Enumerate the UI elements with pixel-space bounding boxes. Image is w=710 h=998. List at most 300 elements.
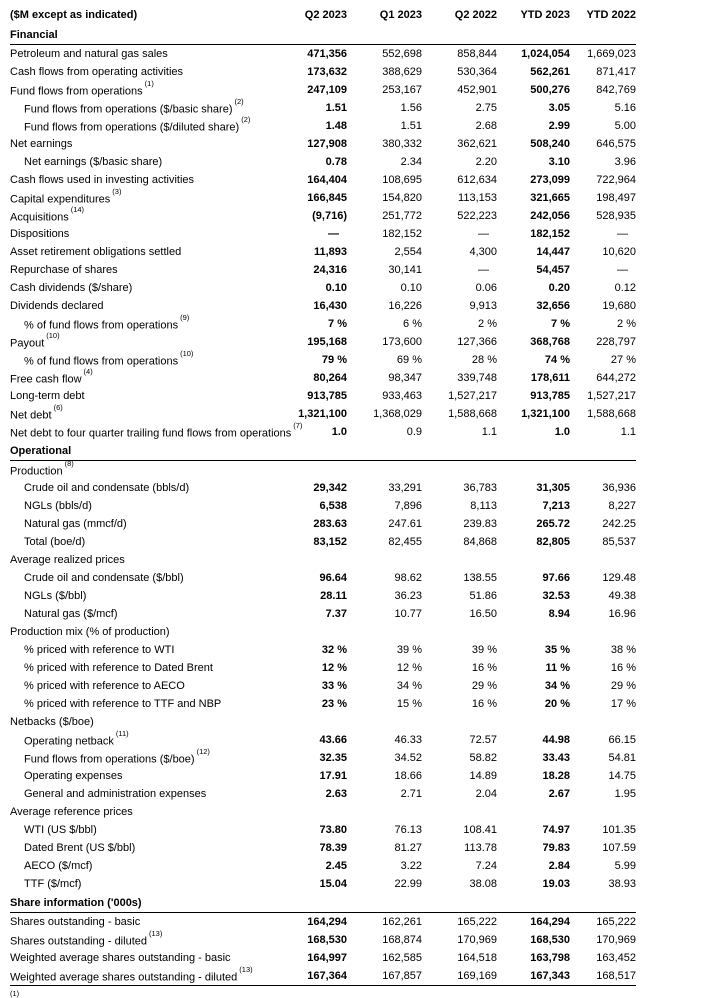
row-label: Net earnings ($/basic share) <box>24 156 163 168</box>
row-label: Natural gas ($/mcf) <box>24 608 118 620</box>
table-row <box>10 767 636 785</box>
footnote-marker: (14) <box>70 205 85 215</box>
table-row <box>10 731 636 749</box>
value-cell: 168,517 <box>596 970 636 982</box>
value-cell: 283.63 <box>313 518 347 530</box>
value-cell: 28.11 <box>320 590 347 602</box>
value-cell: 242.25 <box>602 518 636 530</box>
row-label: Production mix (% of production) <box>10 626 170 638</box>
value-cell: — <box>617 228 628 240</box>
value-cell: 7.24 <box>475 860 497 872</box>
row-label: Total (boe/d) <box>24 536 86 548</box>
row-label: Netbacks ($/boe) <box>10 716 94 728</box>
value-cell: 113.78 <box>464 842 497 854</box>
value-cell: 273,099 <box>530 174 570 186</box>
value-cell: 32 % <box>321 644 347 656</box>
table-row <box>10 369 636 387</box>
value-cell: 1,321,100 <box>521 408 570 420</box>
value-cell: 1.1 <box>620 426 636 438</box>
column-header: YTD 2023 <box>520 9 570 21</box>
value-cell: 4,300 <box>469 246 497 258</box>
value-cell: 127,366 <box>457 336 497 348</box>
row-label: Dispositions <box>10 228 70 240</box>
value-cell: 0.10 <box>325 282 347 294</box>
value-cell: 167,364 <box>307 970 347 982</box>
row-label: Net debt to four quarter trailing fund flows from operations$^{(7)}$ <box>10 421 303 440</box>
value-cell: 164,294 <box>530 916 570 928</box>
value-cell <box>497 803 570 821</box>
table-row <box>10 875 636 893</box>
table-row <box>10 839 636 857</box>
value-cell: 1.0 <box>554 426 570 438</box>
value-cell: 108.41 <box>463 824 497 836</box>
clipped-footnote-marker: (1) <box>10 989 20 998</box>
value-cell: 19.03 <box>542 878 570 890</box>
value-cell: 74 % <box>544 354 570 366</box>
value-cell: 552,698 <box>382 48 422 60</box>
row-label: Acquisitions$^{(14)}$ <box>10 205 85 224</box>
value-cell: 16.96 <box>608 608 636 620</box>
value-cell: 17 % <box>610 698 636 710</box>
footnote-marker: (1) <box>144 79 154 89</box>
value-cell: 154,820 <box>382 192 422 204</box>
value-cell: 168,530 <box>307 934 347 946</box>
table-row <box>10 99 636 117</box>
value-cell: 0.20 <box>548 282 570 294</box>
column-header: YTD 2022 <box>586 9 636 21</box>
value-cell: 8.94 <box>548 608 570 620</box>
row-label: Average reference prices <box>10 806 133 818</box>
value-cell: 0.10 <box>400 282 422 294</box>
row-label: Crude oil and condensate ($/bbl) <box>24 572 184 584</box>
value-cell: 1,024,054 <box>521 48 570 60</box>
section-header-row <box>10 893 636 913</box>
value-cell: 7 % <box>328 318 347 330</box>
value-cell: 33 % <box>321 680 347 692</box>
value-cell: 11 % <box>545 662 570 674</box>
value-cell: 14.89 <box>469 770 497 782</box>
value-cell: 24,316 <box>313 264 347 276</box>
value-cell: 108,695 <box>382 174 422 186</box>
value-cell: 1.1 <box>481 426 497 438</box>
table-row <box>10 857 636 875</box>
value-cell: 7.37 <box>325 608 347 620</box>
table-row <box>10 405 636 423</box>
value-cell: 1,527,217 <box>448 390 497 402</box>
value-cell: 44.98 <box>542 734 570 746</box>
value-cell: 562,261 <box>530 66 570 78</box>
value-cell: 74.97 <box>542 824 570 836</box>
value-cell <box>347 713 422 731</box>
value-cell: 0.12 <box>614 282 636 294</box>
value-cell: 508,240 <box>530 138 570 150</box>
row-label: WTI (US $/bbl) <box>24 824 97 836</box>
table-row <box>10 479 636 497</box>
value-cell: 2.68 <box>475 120 497 132</box>
value-cell: 36.23 <box>394 590 422 602</box>
value-cell: 162,261 <box>382 916 422 928</box>
value-cell: 2.84 <box>548 860 570 872</box>
value-cell: 164,997 <box>307 952 347 964</box>
value-cell: 35 % <box>544 644 570 656</box>
value-cell: 19,680 <box>602 300 636 312</box>
value-cell: 2.99 <box>548 120 570 132</box>
row-label: Repurchase of shares <box>10 264 118 276</box>
value-cell: 612,634 <box>457 174 497 186</box>
table-row <box>10 587 636 605</box>
row-label: Asset retirement obligations settled <box>10 246 182 258</box>
value-cell: 471,356 <box>307 48 347 60</box>
table-row <box>10 351 636 369</box>
row-label: Dividends declared <box>10 300 104 312</box>
value-cell <box>497 713 570 731</box>
value-cell: 380,332 <box>382 138 422 150</box>
value-cell: 362,621 <box>457 138 497 150</box>
value-cell: 18.28 <box>542 770 570 782</box>
section-title: Share information ('000s) <box>10 893 636 913</box>
subheader-row <box>10 803 636 821</box>
value-cell: 452,901 <box>457 84 497 96</box>
value-cell: 36,783 <box>463 482 497 494</box>
table-row <box>10 677 636 695</box>
footnote-marker: (6) <box>53 403 63 413</box>
value-cell: 500,276 <box>530 84 570 96</box>
value-cell: 1.56 <box>400 102 422 114</box>
value-cell: 3.96 <box>614 156 636 168</box>
value-cell: 98,347 <box>388 372 422 384</box>
row-label: Operating expenses <box>24 770 123 782</box>
row-label: Operating netback$^{(11)}$ <box>24 729 129 748</box>
value-cell: 1.0 <box>331 426 347 438</box>
value-cell <box>347 623 422 641</box>
value-cell: 32.53 <box>542 590 570 602</box>
value-cell: 36,936 <box>602 482 636 494</box>
value-cell: 0.9 <box>406 426 422 438</box>
value-cell: 54.81 <box>608 752 636 764</box>
value-cell: 34 % <box>544 680 570 692</box>
value-cell <box>497 461 570 480</box>
value-cell: 164,294 <box>307 916 347 928</box>
value-cell: 522,223 <box>457 210 497 222</box>
value-cell: 78.39 <box>319 842 347 854</box>
value-cell: 11,893 <box>313 246 347 258</box>
footnote-marker: (13) <box>148 929 163 939</box>
value-cell: 2 % <box>617 318 636 330</box>
value-cell: 31,305 <box>536 482 570 494</box>
row-label: Fund flows from operations ($/basic share)$^{(2)}$ <box>24 97 244 116</box>
row-label: NGLs (bbls/d) <box>24 500 92 512</box>
value-cell: 164,518 <box>457 952 497 964</box>
value-cell: 33,291 <box>388 482 422 494</box>
table-row <box>10 189 636 207</box>
row-label: % priced with reference to AECO <box>24 680 185 692</box>
value-cell: 1.95 <box>614 788 636 800</box>
value-cell: 138.55 <box>463 572 497 584</box>
value-cell: 2 % <box>478 318 497 330</box>
footnote-marker: (7) <box>293 421 303 431</box>
value-cell: 14.75 <box>608 770 636 782</box>
value-cell: 173,600 <box>382 336 422 348</box>
value-cell: 247.61 <box>388 518 422 530</box>
subheader-row <box>10 713 636 731</box>
table-row <box>10 171 636 189</box>
value-cell: 14,447 <box>536 246 570 258</box>
row-label: Weighted average shares outstanding - diluted$^{(13)}$ <box>10 965 253 984</box>
table-body <box>10 25 636 986</box>
value-cell: 27 % <box>610 354 636 366</box>
value-cell: 12 % <box>396 662 422 674</box>
value-cell: 164,404 <box>307 174 347 186</box>
value-cell: 858,844 <box>457 48 497 60</box>
value-cell: 127,908 <box>307 138 347 150</box>
value-cell: 6,538 <box>319 500 347 512</box>
value-cell: 54,457 <box>536 264 570 276</box>
value-cell: 195,168 <box>307 336 347 348</box>
value-cell: 2.67 <box>548 788 570 800</box>
value-cell <box>347 551 422 569</box>
value-cell: 170,969 <box>596 934 636 946</box>
value-cell: 646,575 <box>596 138 636 150</box>
value-cell: 2.71 <box>400 788 422 800</box>
table-row <box>10 931 636 949</box>
footnote-marker: (3) <box>112 187 122 197</box>
value-cell: 1.48 <box>325 120 347 132</box>
value-cell <box>422 713 497 731</box>
table-row <box>10 333 636 351</box>
footnote-marker: (12) <box>196 747 210 757</box>
value-cell: 0.06 <box>475 282 497 294</box>
row-label: Shares outstanding - basic <box>10 916 141 928</box>
value-cell <box>347 803 422 821</box>
value-cell: 167,857 <box>382 970 422 982</box>
value-cell: 1,321,100 <box>298 408 347 420</box>
value-cell: 10.77 <box>394 608 422 620</box>
value-cell: 12 % <box>321 662 347 674</box>
value-cell: 182,152 <box>530 228 570 240</box>
value-cell: 98.62 <box>394 572 422 584</box>
value-cell: 96.64 <box>319 572 347 584</box>
row-label: Cash flows from operating activities <box>10 66 184 78</box>
row-label: Fund flows from operations$^{(1)}$ <box>10 79 154 98</box>
value-cell: 51.86 <box>469 590 497 602</box>
value-cell: 8,227 <box>608 500 636 512</box>
value-cell: 165,222 <box>457 916 497 928</box>
value-cell: 38.08 <box>469 878 497 890</box>
value-cell: 113,153 <box>458 192 497 204</box>
value-cell: 388,629 <box>382 66 422 78</box>
value-cell: 72.57 <box>469 734 497 746</box>
value-cell: 242,056 <box>530 210 570 222</box>
value-cell: 2.04 <box>475 788 497 800</box>
value-cell: 10,620 <box>602 246 636 258</box>
value-cell: 38 % <box>610 644 636 656</box>
value-cell: 2.20 <box>475 156 497 168</box>
row-label: % priced with reference to Dated Brent <box>24 662 213 674</box>
value-cell: 167,343 <box>530 970 570 982</box>
value-cell: 168,530 <box>530 934 570 946</box>
table-row <box>10 605 636 623</box>
value-cell: — <box>328 228 339 240</box>
value-cell: 22.99 <box>394 878 422 890</box>
table-row <box>10 949 636 967</box>
value-cell: 16.50 <box>469 608 497 620</box>
value-cell: 58.82 <box>469 752 497 764</box>
value-cell: 16 % <box>471 698 497 710</box>
value-cell <box>422 551 497 569</box>
value-cell: 129.48 <box>602 572 636 584</box>
table-row <box>10 297 636 315</box>
table-row <box>10 695 636 713</box>
row-label: Net debt$^{(6)}$ <box>10 403 63 422</box>
table-row <box>10 315 636 333</box>
table-row <box>10 207 636 225</box>
value-cell: 83,152 <box>313 536 347 548</box>
value-cell: 32.35 <box>319 752 347 764</box>
table-row <box>10 63 636 81</box>
table-row <box>10 279 636 297</box>
table-row <box>10 153 636 171</box>
table-row <box>10 569 636 587</box>
row-label: Capital expenditures$^{(3)}$ <box>10 187 122 206</box>
value-cell: 173,632 <box>307 66 347 78</box>
value-cell: 253,167 <box>382 84 422 96</box>
value-cell <box>347 461 422 480</box>
section-header-row <box>10 25 636 45</box>
section-title: Financial <box>10 25 636 45</box>
table-row <box>10 45 636 64</box>
value-cell: 97.66 <box>542 572 570 584</box>
row-label: Weighted average shares outstanding - basic <box>10 952 231 964</box>
value-cell: 182,152 <box>382 228 422 240</box>
footnote-marker: (4) <box>83 367 93 377</box>
value-cell: 18.66 <box>394 770 422 782</box>
value-cell: 9,913 <box>469 300 497 312</box>
value-cell: 1.51 <box>400 120 422 132</box>
footnote-marker: (8) <box>64 459 74 469</box>
value-cell: 84,868 <box>463 536 497 548</box>
value-cell: 251,772 <box>382 210 422 222</box>
value-cell: 163,452 <box>596 952 636 964</box>
footnote-marker: (9) <box>180 313 190 323</box>
footnote-marker: (10) <box>46 331 60 341</box>
value-cell: 16 % <box>610 662 636 674</box>
row-label: Crude oil and condensate (bbls/d) <box>24 482 190 494</box>
value-cell <box>286 461 347 480</box>
value-cell: 34 % <box>396 680 422 692</box>
value-cell: 32,656 <box>536 300 570 312</box>
value-cell <box>422 803 497 821</box>
row-label: Cash flows used in investing activities <box>10 174 195 186</box>
value-cell: 247,109 <box>307 84 347 96</box>
value-cell: 530,364 <box>457 66 497 78</box>
row-label: Fund flows from operations ($/diluted share)$^{(2)}$ <box>24 115 251 134</box>
row-label: % priced with reference to WTI <box>24 644 175 656</box>
footnote-marker: (11) <box>115 729 129 739</box>
value-cell: 265.72 <box>536 518 570 530</box>
value-cell <box>570 623 636 641</box>
value-cell: 69 % <box>396 354 422 366</box>
value-cell: 28 % <box>471 354 497 366</box>
value-cell <box>286 623 347 641</box>
value-cell: 168,874 <box>382 934 422 946</box>
value-cell: 1,368,029 <box>373 408 422 420</box>
value-cell: 228,797 <box>596 336 636 348</box>
row-label: % priced with reference to TTF and NBP <box>24 698 222 710</box>
value-cell: 871,417 <box>596 66 636 78</box>
row-label: NGLs ($/bbl) <box>24 590 87 602</box>
value-cell <box>497 623 570 641</box>
row-label: Dated Brent (US $/bbl) <box>24 842 136 854</box>
value-cell <box>570 551 636 569</box>
value-cell: 3.05 <box>548 102 570 114</box>
row-label: AECO ($/mcf) <box>24 860 93 872</box>
table-row <box>10 659 636 677</box>
table-row <box>10 913 636 932</box>
value-cell: 166,845 <box>307 192 347 204</box>
footnote-marker: (2) <box>234 97 244 107</box>
value-cell: 169,169 <box>457 970 497 982</box>
value-cell: 39 % <box>396 644 422 656</box>
value-cell: 49.38 <box>608 590 636 602</box>
value-cell: 644,272 <box>596 372 636 384</box>
value-cell: 842,769 <box>596 84 636 96</box>
value-cell: 76.13 <box>394 824 422 836</box>
value-cell: 2.45 <box>325 860 347 872</box>
value-cell <box>570 461 636 480</box>
table-row <box>10 967 636 986</box>
value-cell: 239.83 <box>463 518 497 530</box>
table-row <box>10 821 636 839</box>
value-cell: 3.10 <box>548 156 570 168</box>
table-row <box>10 749 636 767</box>
row-label: Payout$^{(10)}$ <box>10 331 60 350</box>
table-row <box>10 225 636 243</box>
section-title: Operational <box>10 441 636 461</box>
value-cell: 2.75 <box>475 102 497 114</box>
column-header: Q2 2022 <box>454 9 497 21</box>
value-cell: 16,430 <box>313 300 347 312</box>
value-cell: 29 % <box>471 680 497 692</box>
subheader-row <box>10 551 636 569</box>
value-cell: 7 % <box>551 318 570 330</box>
value-cell <box>497 551 570 569</box>
value-cell: 38.93 <box>608 878 636 890</box>
value-cell: 107.59 <box>602 842 636 854</box>
value-cell: 1.51 <box>325 102 347 114</box>
value-cell: 170,969 <box>457 934 497 946</box>
value-cell: 1,588,668 <box>587 408 636 420</box>
value-cell: 29,342 <box>313 482 347 494</box>
footnote-marker: (13) <box>239 965 253 975</box>
value-cell: 81.27 <box>394 842 422 854</box>
row-label: % of fund flows from operations$^{(9)}$ <box>24 313 190 332</box>
value-cell: 165,222 <box>596 916 636 928</box>
row-label: Cash dividends ($/share) <box>10 282 133 294</box>
value-cell: 339,748 <box>457 372 497 384</box>
value-cell: 46.33 <box>394 734 422 746</box>
value-cell: 528,935 <box>596 210 636 222</box>
table-row <box>10 117 636 135</box>
value-cell: 2.34 <box>400 156 422 168</box>
value-cell: 8,113 <box>470 500 497 512</box>
value-cell: 7,213 <box>542 500 570 512</box>
value-cell <box>422 461 497 480</box>
value-cell: 79 % <box>321 354 347 366</box>
value-cell <box>286 803 347 821</box>
value-cell: 66.15 <box>608 734 636 746</box>
value-cell: 34.52 <box>394 752 422 764</box>
value-cell <box>570 803 636 821</box>
